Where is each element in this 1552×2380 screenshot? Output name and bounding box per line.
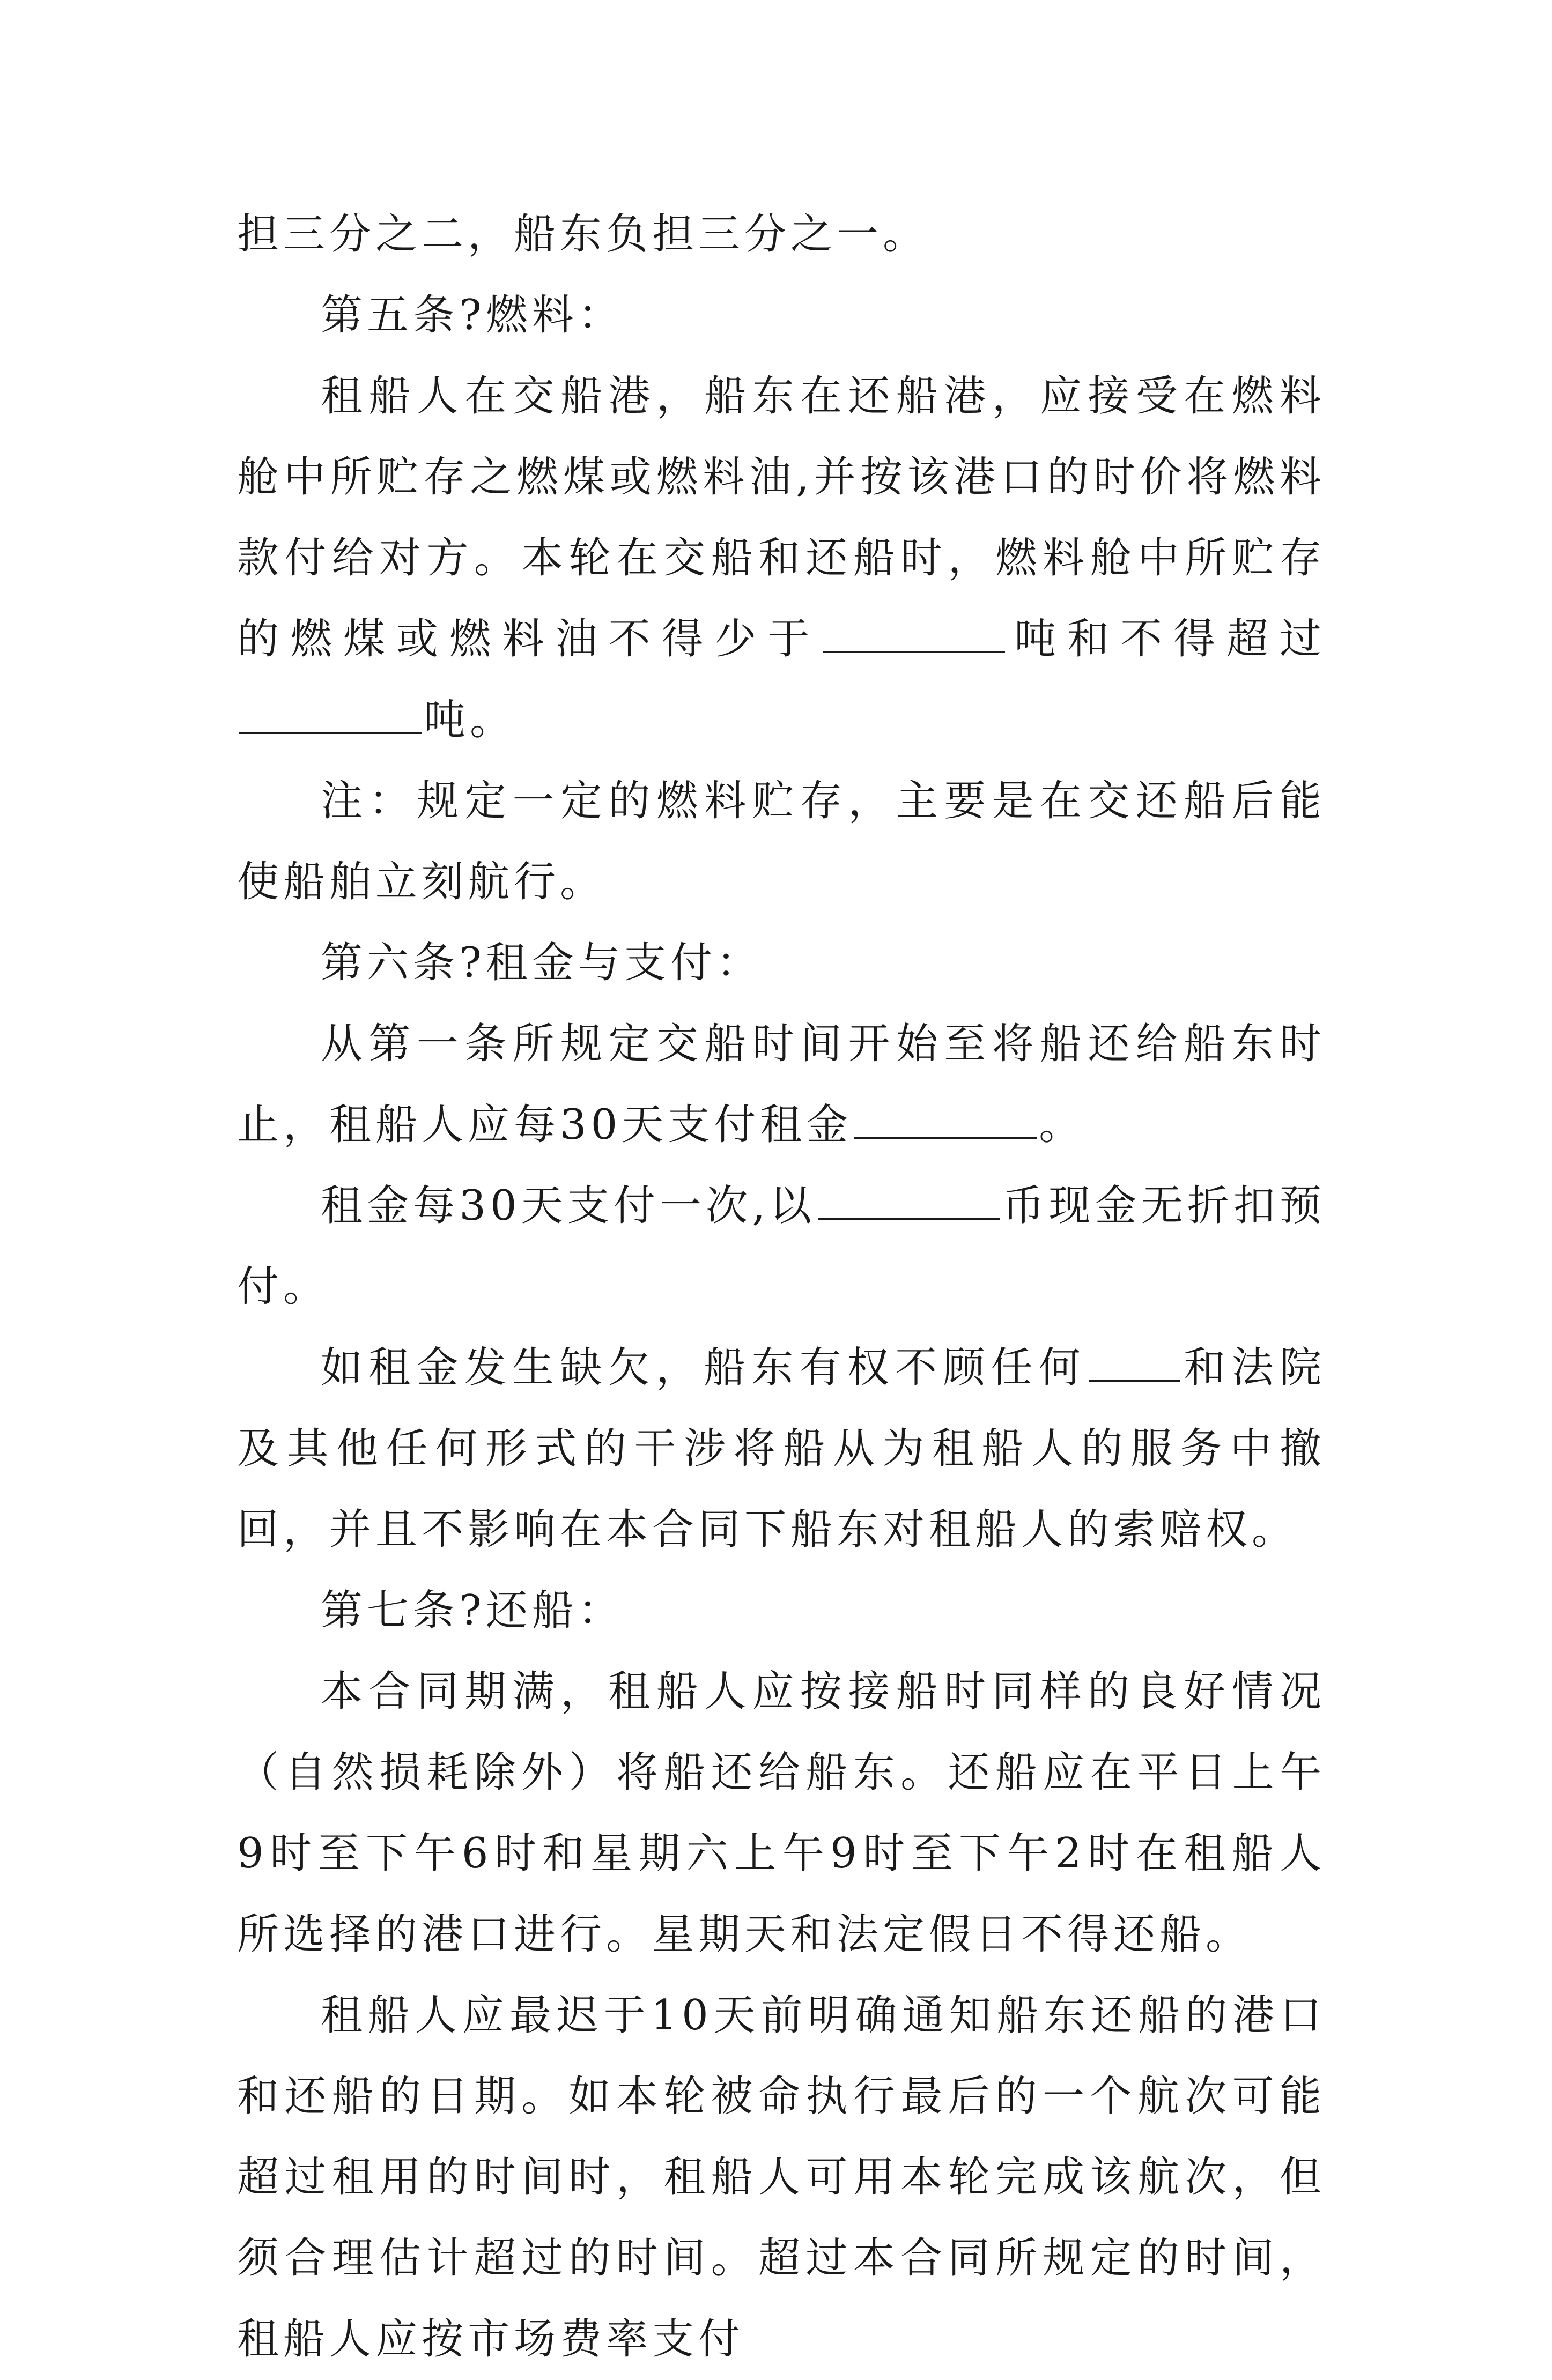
paragraph-text: 注：规定一定的燃料贮存，主要是在交还船后能使船舶立刻航行。 (237, 777, 1326, 906)
paragraph-text: 和法院及其他任何形式的干涉将船从为租船人的服务中撤回，并且不影响在本合同下船东对租船人的索赔权。 (237, 1344, 1326, 1554)
note-paragraph (237, 761, 1326, 923)
blank-rent-amount (854, 1102, 1037, 1139)
blank-max-tons (239, 697, 422, 734)
article-5-fuel-paragraph (237, 356, 1326, 761)
document-body (237, 194, 1326, 2380)
paragraph-text: 本合同期满，租船人应按接船时同样的良好情况（自然损耗除外）将船还给船东。还船应在平日上午9时至下午6时和星期六上午9时至下午2时在租船人所选择的港口进行。星期天和法定假日不得还船。 (237, 1667, 1326, 1959)
paragraph-text: 租船人在交船港，船东在还船港，应接受在燃料舱中所贮存之燃煤或燃料油,并按该港口的时价将燃料款付给对方。本轮在交船和还船时，燃料舱中所贮存的燃煤或燃料油不得少于 (237, 372, 1326, 663)
paragraph-text: 担三分之二，船东负担三分之一。 (237, 210, 929, 258)
article-6-heading (237, 923, 1326, 1004)
article-5-heading (237, 275, 1326, 356)
article-7-heading (237, 1570, 1326, 1651)
rent-payment-paragraph (237, 1166, 1326, 1328)
redelivery-notice-paragraph (237, 1975, 1326, 2380)
rent-period-paragraph (237, 1004, 1326, 1166)
paragraph-text: 吨和不得超过 (1007, 615, 1326, 663)
heading-text: 第七条?还船： (321, 1586, 624, 1635)
paragraph-text: 租船人应最迟于10天前明确通知船东还船的港口和还船的日期。如本轮被命执行最后的一个航次可能超过租用的时间时，租船人可用本轮完成该航次，但须合理估计超过的时间。超过本合同所规定的时间，租船人应按市场费率支付 (237, 1991, 1326, 2363)
paragraph-text: 租金每30天支付一次,以 (321, 1182, 816, 1230)
paragraph-text: 如租金发生缺欠，船东有权不顾任何 (321, 1344, 1087, 1392)
redelivery-paragraph (237, 1651, 1326, 1975)
paragraph-text: 从第一条所规定交船时间开始至将船还给船东时止，租船人应每30天支付租金 (237, 1020, 1326, 1149)
paragraph-text: 币现金无折扣预付。 (237, 1182, 1326, 1311)
paragraph-continuation (237, 194, 1326, 275)
blank-authority (1089, 1345, 1180, 1382)
heading-text: 第六条?租金与支付： (321, 939, 763, 987)
rent-default-paragraph (237, 1328, 1326, 1570)
paragraph-text: 。 (1039, 1101, 1085, 1149)
blank-currency (818, 1183, 1000, 1220)
paragraph-text: 吨。 (424, 696, 516, 744)
blank-min-tons (823, 616, 1005, 653)
heading-text: 第五条?燃料： (321, 291, 624, 339)
